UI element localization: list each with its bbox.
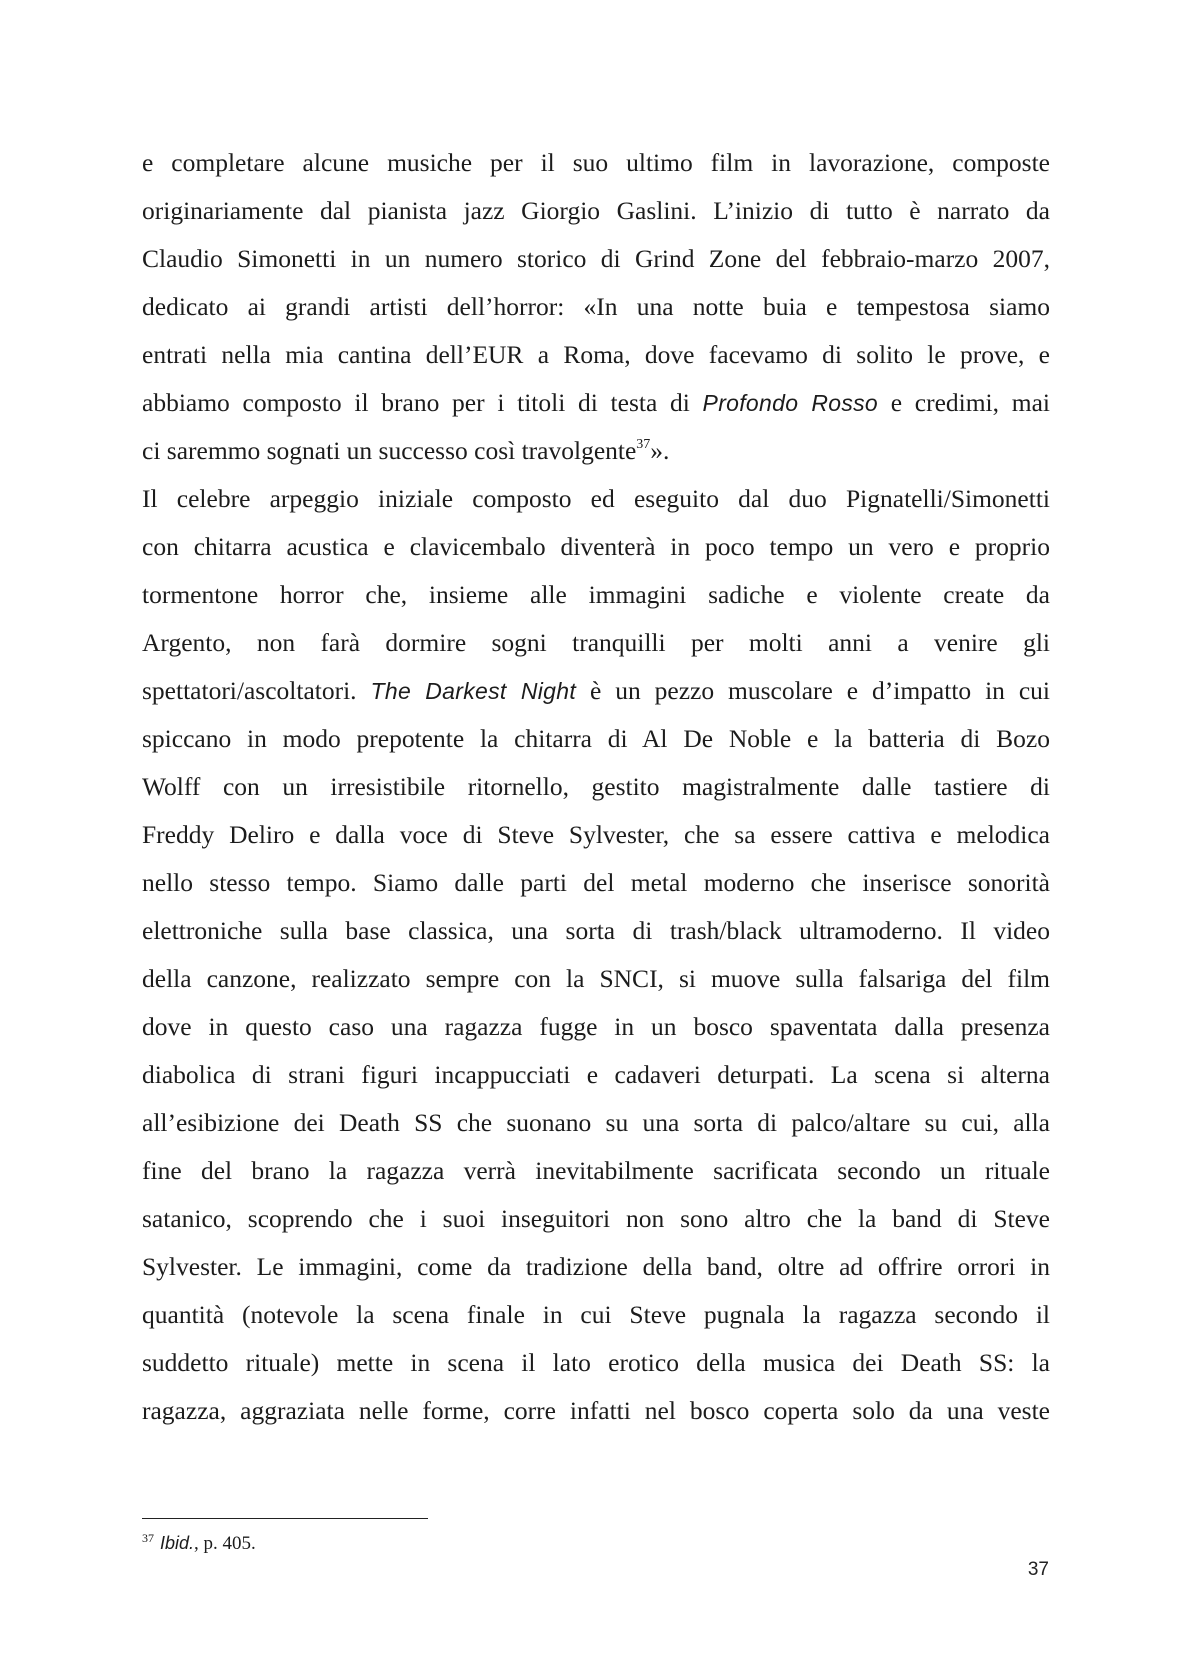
body-line bbox=[142, 1147, 1050, 1195]
line-text: tormentone horror che, insieme alle immagini sadiche e violente create da bbox=[142, 580, 1050, 609]
body-line bbox=[142, 427, 1050, 475]
body-line bbox=[142, 571, 1050, 619]
body-line bbox=[142, 859, 1050, 907]
body-line bbox=[142, 619, 1050, 667]
footnote-text: , p. 405. bbox=[194, 1533, 256, 1554]
body-line bbox=[142, 1339, 1050, 1387]
line-text: e completare alcune musiche per il suo ultimo film in lavorazione, composte bbox=[142, 148, 1050, 177]
body-text bbox=[142, 139, 1050, 1435]
body-line bbox=[142, 763, 1050, 811]
line-text: Argento, non farà dormire sogni tranquilli per molti anni a venire gli bbox=[142, 628, 1050, 657]
line-text: quantità (notevole la scena finale in cui Steve pugnala la ragazza secondo il bbox=[142, 1300, 1050, 1329]
body-line bbox=[142, 955, 1050, 1003]
body-line bbox=[142, 331, 1050, 379]
line-text: Sylvester. Le immagini, come da tradizione della band, oltre ad offrire orrori in bbox=[142, 1252, 1050, 1281]
body-line bbox=[142, 187, 1050, 235]
line-text: all’esibizione dei Death SS che suonano su una sorta di palco/altare su cui, alla bbox=[142, 1108, 1050, 1137]
line-text: ci saremmo sognati un successo così travolgente bbox=[142, 436, 637, 465]
line-text: Freddy Deliro e dalla voce di Steve Sylvester, che sa essere cattiva e melodica bbox=[142, 820, 1050, 849]
line-text: Il celebre arpeggio iniziale composto ed eseguito dal duo Pignatelli/Simonetti bbox=[142, 484, 1050, 513]
body-line bbox=[142, 139, 1050, 187]
body-line bbox=[142, 1243, 1050, 1291]
line-text: spettatori/ascoltatori. bbox=[142, 676, 371, 705]
line-text: e credimi, mai bbox=[878, 388, 1050, 417]
footnote-separator bbox=[142, 1518, 428, 1519]
line-text: ragazza, aggraziata nelle forme, corre infatti nel bosco coperta solo da una veste bbox=[142, 1396, 1050, 1425]
body-line bbox=[142, 523, 1050, 571]
line-text: della canzone, realizzato sempre con la SNCI, si muove sulla falsariga del film bbox=[142, 964, 1050, 993]
page-number: 37 bbox=[1027, 1559, 1049, 1580]
body-line bbox=[142, 475, 1050, 523]
line-text: ». bbox=[650, 436, 670, 465]
line-text: diabolica di strani figuri incappucciati e cadaveri deturpati. La scena si alterna bbox=[142, 1060, 1050, 1089]
body-line bbox=[142, 235, 1050, 283]
body-line bbox=[142, 379, 1050, 427]
line-text: è un pezzo muscolare e d’impatto in cui bbox=[576, 676, 1050, 705]
body-line bbox=[142, 1195, 1050, 1243]
body-line bbox=[142, 715, 1050, 763]
line-text: dedicato ai grandi artisti dell’horror: «In una notte buia e tempestosa siamo bbox=[142, 292, 1050, 321]
body-line bbox=[142, 667, 1050, 715]
line-text: originariamente dal pianista jazz Giorgio Gaslini. L’inizio di tutto è narrato da bbox=[142, 196, 1050, 225]
footnote bbox=[142, 1531, 256, 1556]
line-text: con chitarra acustica e clavicembalo diventerà in poco tempo un vero e proprio bbox=[142, 532, 1050, 561]
line-text: satanico, scoprendo che i suoi inseguitori non sono altro che la band di Steve bbox=[142, 1204, 1050, 1233]
body-line bbox=[142, 1291, 1050, 1339]
line-text: nello stesso tempo. Siamo dalle parti del metal moderno che inserisce sonorità bbox=[142, 868, 1050, 897]
body-line bbox=[142, 283, 1050, 331]
line-text: elettroniche sulla base classica, una sorta di trash/black ultramoderno. Il video bbox=[142, 916, 1050, 945]
footnote-source: Ibid. bbox=[160, 1533, 195, 1553]
body-line bbox=[142, 1099, 1050, 1147]
body-line bbox=[142, 1003, 1050, 1051]
line-text: suddetto rituale) mette in scena il lato erotico della musica dei Death SS: la bbox=[142, 1348, 1050, 1377]
line-text: abbiamo composto il brano per i titoli di testa di bbox=[142, 388, 703, 417]
line-text: dove in questo caso una ragazza fugge in un bosco spaventata dalla presenza bbox=[142, 1012, 1050, 1041]
footnote-reference: 37 bbox=[636, 437, 651, 452]
line-text: Wolff con un irresistibile ritornello, gestito magistralmente dalle tastiere di bbox=[142, 772, 1050, 801]
footnote-number: 37 bbox=[142, 1531, 154, 1545]
work-title: Profondo Rosso bbox=[702, 390, 879, 416]
body-line bbox=[142, 907, 1050, 955]
work-title: The Darkest Night bbox=[370, 678, 577, 704]
line-text: entrati nella mia cantina dell’EUR a Roma, dove facevamo di solito le prove, e bbox=[142, 340, 1050, 369]
line-text: fine del brano la ragazza verrà inevitabilmente sacrificata secondo un rituale bbox=[142, 1156, 1050, 1185]
body-line bbox=[142, 1051, 1050, 1099]
line-text: Claudio Simonetti in un numero storico di Grind Zone del febbraio-marzo 2007, bbox=[142, 244, 1050, 273]
body-line bbox=[142, 811, 1050, 859]
line-text: spiccano in modo prepotente la chitarra di Al De Noble e la batteria di Bozo bbox=[142, 724, 1050, 753]
body-line bbox=[142, 1387, 1050, 1435]
